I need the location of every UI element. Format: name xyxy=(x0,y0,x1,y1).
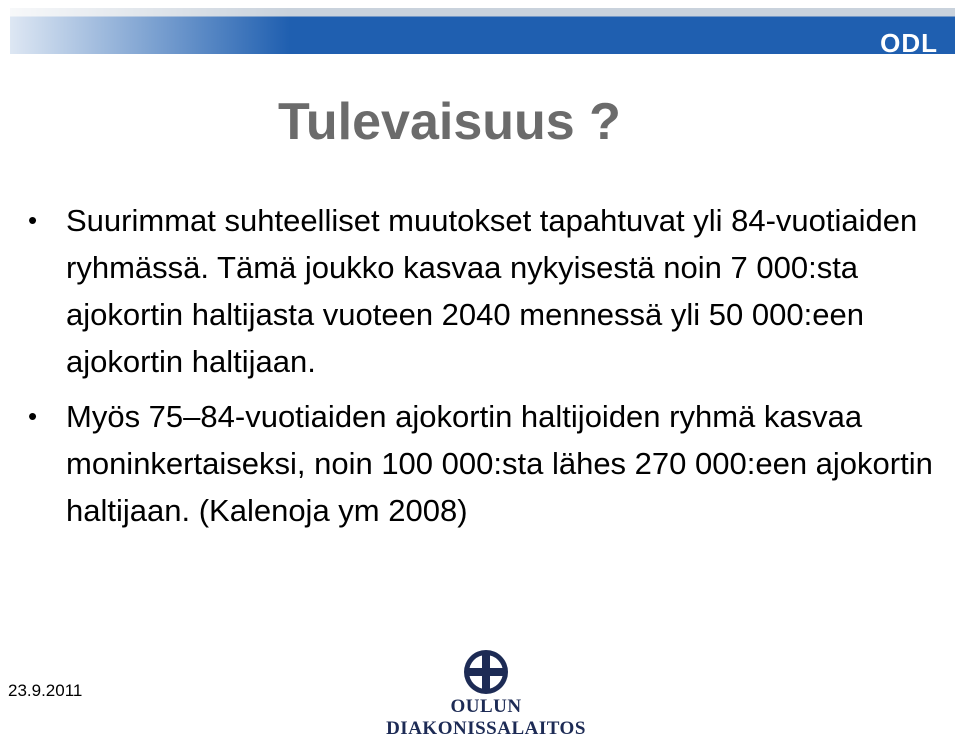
odl-logo: ODL xyxy=(880,28,938,58)
footer-date: 23.9.2011 xyxy=(8,681,83,700)
bullet-list xyxy=(28,197,933,534)
bullet-dot-icon: • xyxy=(28,401,38,431)
bullet-item xyxy=(28,393,933,534)
footer-organization-logo xyxy=(352,646,620,739)
bullet-dot-icon: • xyxy=(28,205,38,235)
header-band-fade xyxy=(10,8,290,54)
footer-organization-name: OULUN DIAKONISSALAITOS xyxy=(386,696,586,739)
slide-title: Tulevaisuus ? xyxy=(278,93,621,151)
bullet-item xyxy=(28,197,933,385)
bullet-text: Suurimmat suhteelliset muutokset tapahtuvat yli 84-vuotiaiden ryhmässä. Tämä joukko kasvaa nykyisestä noin 7 000:sta ajokortin haltijasta vuoteen 2040 mennessä yli 50 000:een ajokortin haltijaan. xyxy=(66,203,918,379)
cross-emblem-icon xyxy=(460,648,512,696)
bullet-text: Myös 75–84-vuotiaiden ajokortin haltijoiden ryhmä kasvaa moninkertaiseksi, noin 100 000:sta lähes 270 000:een ajokortin haltijaan. (Kalenoja ym 2008) xyxy=(66,399,933,528)
